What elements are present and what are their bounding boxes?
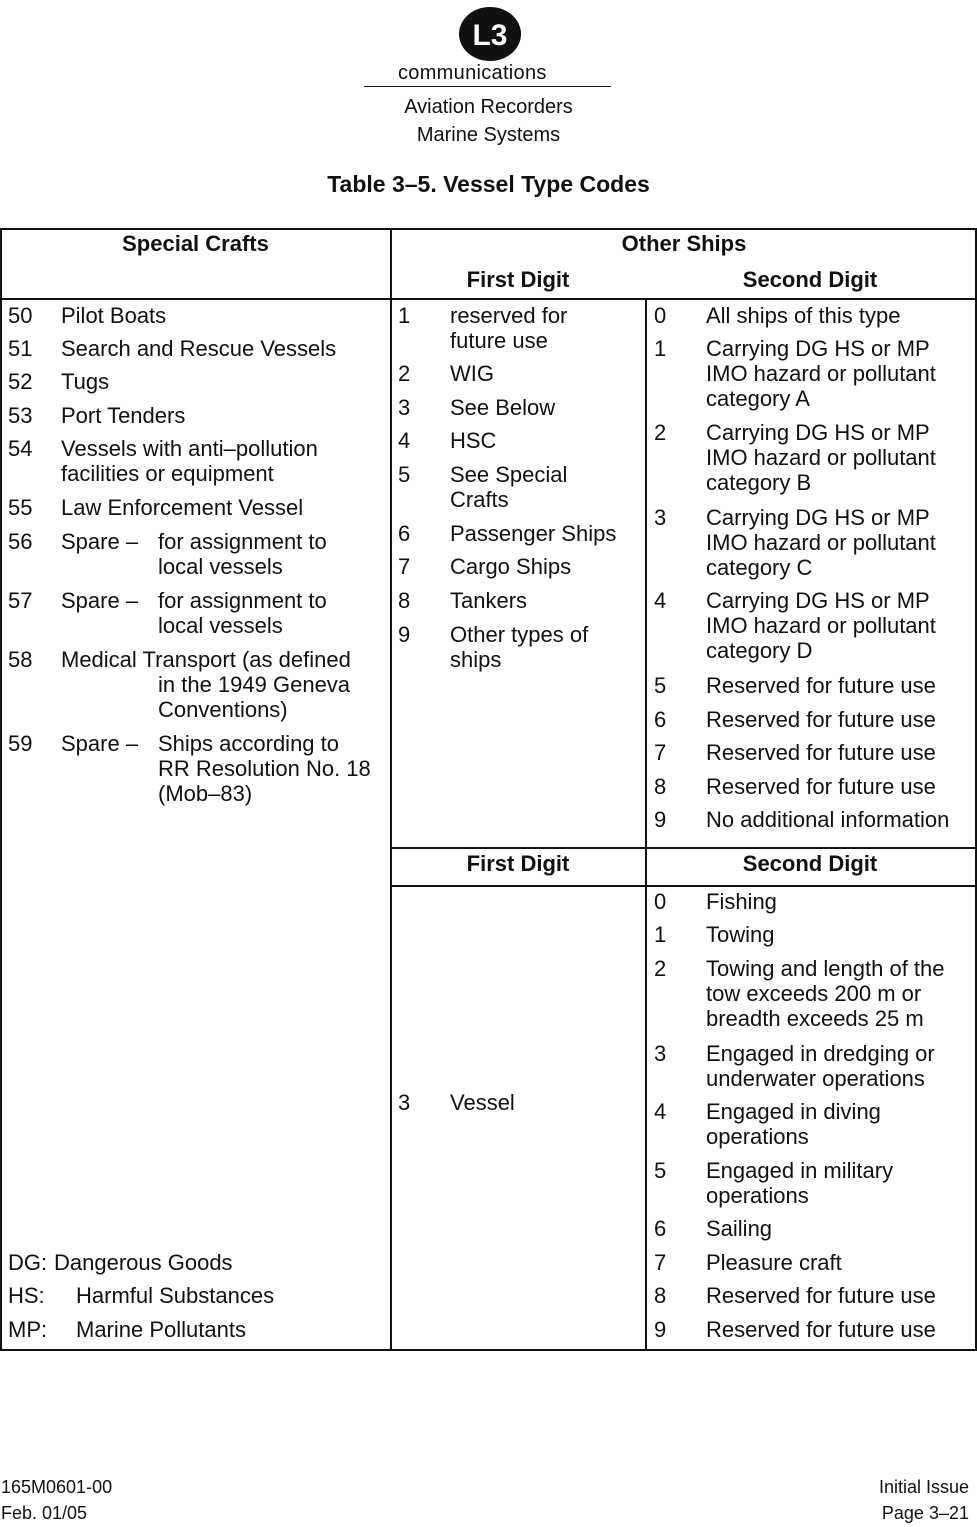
- code: 2: [398, 361, 411, 386]
- label-line: in the 1949 Geneva: [158, 672, 351, 697]
- label-line: underwater operations: [706, 1066, 925, 1091]
- code: 5: [654, 673, 667, 698]
- label-line: Reserved for future use: [706, 707, 936, 732]
- code: 4: [654, 588, 667, 613]
- label-line: ships: [450, 647, 502, 672]
- label-line: category B: [706, 470, 812, 495]
- label-line: Reserved for future use: [706, 774, 936, 799]
- label-line: HSC: [450, 428, 497, 453]
- code: 7: [654, 1250, 667, 1275]
- label-line: for assignment to: [158, 588, 327, 613]
- header-line-1: Aviation Recorders: [404, 96, 573, 118]
- label-line: reserved for: [450, 303, 568, 328]
- label-line: Sailing: [706, 1216, 773, 1241]
- header-line-2: Marine Systems: [416, 124, 561, 146]
- label-line: facilities or equipment: [61, 461, 274, 486]
- code: 5: [398, 462, 411, 487]
- label-line: Passenger Ships: [450, 521, 617, 546]
- label-line: Conventions): [158, 697, 288, 722]
- code: 1: [398, 303, 411, 328]
- code: 50: [8, 303, 33, 328]
- code: 9: [654, 807, 667, 832]
- code: 0: [654, 303, 667, 328]
- svg-text:L3: L3: [472, 19, 508, 52]
- code: 3: [654, 1041, 667, 1066]
- label-line: Reserved for future use: [706, 673, 936, 698]
- label-line: Cargo Ships: [450, 554, 572, 579]
- prefix: Spare –: [61, 731, 139, 756]
- label-line: Other types of: [450, 622, 589, 647]
- label: Vessel: [450, 1090, 515, 1115]
- code: 6: [654, 707, 667, 732]
- code: 58: [8, 647, 33, 672]
- label-line: for assignment to: [158, 529, 327, 554]
- abbr: HS:: [8, 1283, 45, 1308]
- prefix: Medical Transport (as defined: [61, 647, 351, 672]
- label-line: Carrying DG HS or MP: [706, 420, 930, 445]
- abbr: DG:: [8, 1250, 48, 1275]
- label-line: category A: [706, 386, 810, 411]
- label-line: IMO hazard or pollutant: [706, 613, 936, 638]
- label-line: Crafts: [450, 487, 509, 512]
- label: Pilot Boats: [61, 303, 167, 328]
- first-digit-header-2: First Digit: [466, 851, 570, 876]
- code: 2: [654, 420, 667, 445]
- l3-logo: [458, 6, 522, 62]
- first-digit-header: First Digit: [466, 267, 570, 292]
- label-line: WIG: [450, 361, 494, 386]
- abbr: MP:: [8, 1317, 48, 1342]
- label-line: Towing: [706, 922, 775, 947]
- code: 4: [398, 428, 411, 453]
- abbr-text: Marine Pollutants: [76, 1317, 246, 1342]
- label: Tugs: [61, 369, 110, 394]
- label-line: local vessels: [158, 613, 283, 638]
- code: 8: [398, 588, 411, 613]
- label-line: Vessels with anti–pollution: [61, 436, 318, 461]
- doc-number: 165M0601-00: [1, 1477, 113, 1497]
- label-line: operations: [706, 1124, 809, 1149]
- label-line: IMO hazard or pollutant: [706, 361, 936, 386]
- issue-label: Initial Issue: [878, 1477, 969, 1497]
- code: 52: [8, 369, 33, 394]
- label-line: Reserved for future use: [706, 740, 936, 765]
- label-line: (Mob–83): [158, 781, 253, 806]
- code: 57: [8, 588, 33, 613]
- label: Search and Rescue Vessels: [61, 336, 337, 361]
- label-line: Reserved for future use: [706, 1283, 936, 1308]
- second-digit-header: Second Digit: [742, 267, 878, 292]
- label-line: See Below: [450, 395, 556, 420]
- code: 7: [398, 554, 411, 579]
- label-line: Carrying DG HS or MP: [706, 336, 930, 361]
- special-crafts-header: Special Crafts: [122, 231, 269, 256]
- code: 6: [654, 1216, 667, 1241]
- code: 9: [398, 622, 411, 647]
- code: 3: [654, 505, 667, 530]
- doc-date: Feb. 01/05: [1, 1503, 88, 1523]
- label-line: Pleasure craft: [706, 1250, 842, 1275]
- table-title: Table 3–5. Vessel Type Codes: [327, 171, 650, 197]
- label-line: breadth exceeds 25 m: [706, 1006, 924, 1031]
- label-line: Engaged in diving: [706, 1099, 881, 1124]
- code: 8: [654, 1283, 667, 1308]
- header-rule: [364, 86, 611, 87]
- label: Port Tenders: [61, 403, 186, 428]
- code: 51: [8, 336, 33, 361]
- label-line: IMO hazard or pollutant: [706, 530, 936, 555]
- label-line: Towing and length of the: [706, 956, 945, 981]
- label-line: All ships of this type: [706, 303, 901, 328]
- label: Law Enforcement Vessel: [61, 495, 304, 520]
- abbr-text: Harmful Substances: [76, 1283, 275, 1308]
- code: 0: [654, 889, 667, 914]
- label-line: No additional information: [706, 807, 950, 832]
- code: 7: [654, 740, 667, 765]
- label-line: RR Resolution No. 18: [158, 756, 371, 781]
- code: 5: [654, 1158, 667, 1183]
- code: 53: [8, 403, 33, 428]
- label-line: Ships according to: [158, 731, 339, 756]
- code: 55: [8, 495, 33, 520]
- second-digit-header-2: Second Digit: [742, 851, 878, 876]
- code: 2: [654, 956, 667, 981]
- label-line: Tankers: [450, 588, 528, 613]
- brand-name: communications: [398, 62, 547, 84]
- label-line: category C: [706, 555, 813, 580]
- page-number: Page 3–21: [881, 1503, 969, 1523]
- label-line: Fishing: [706, 889, 777, 914]
- code: 9: [654, 1317, 667, 1342]
- code: 8: [654, 774, 667, 799]
- code: 6: [398, 521, 411, 546]
- code: 54: [8, 436, 33, 461]
- label-line: Engaged in dredging or: [706, 1041, 935, 1066]
- label-line: future use: [450, 328, 548, 353]
- prefix: Spare –: [61, 588, 139, 613]
- code: 3: [398, 1090, 411, 1115]
- code: 59: [8, 731, 33, 756]
- label-line: Engaged in military: [706, 1158, 894, 1183]
- code: 56: [8, 529, 33, 554]
- label-line: local vessels: [158, 554, 283, 579]
- other-ships-header: Other Ships: [621, 231, 747, 256]
- prefix: Spare –: [61, 529, 139, 554]
- abbr-text: Dangerous Goods: [54, 1250, 233, 1275]
- label-line: operations: [706, 1183, 809, 1208]
- label-line: Carrying DG HS or MP: [706, 505, 930, 530]
- label-line: tow exceeds 200 m or: [706, 981, 922, 1006]
- label-line: See Special: [450, 462, 568, 487]
- label-line: Carrying DG HS or MP: [706, 588, 930, 613]
- code: 1: [654, 922, 667, 947]
- code: 4: [654, 1099, 667, 1124]
- code: 3: [398, 395, 411, 420]
- label-line: category D: [706, 638, 813, 663]
- label-line: IMO hazard or pollutant: [706, 445, 936, 470]
- code: 1: [654, 336, 667, 361]
- label-line: Reserved for future use: [706, 1317, 936, 1342]
